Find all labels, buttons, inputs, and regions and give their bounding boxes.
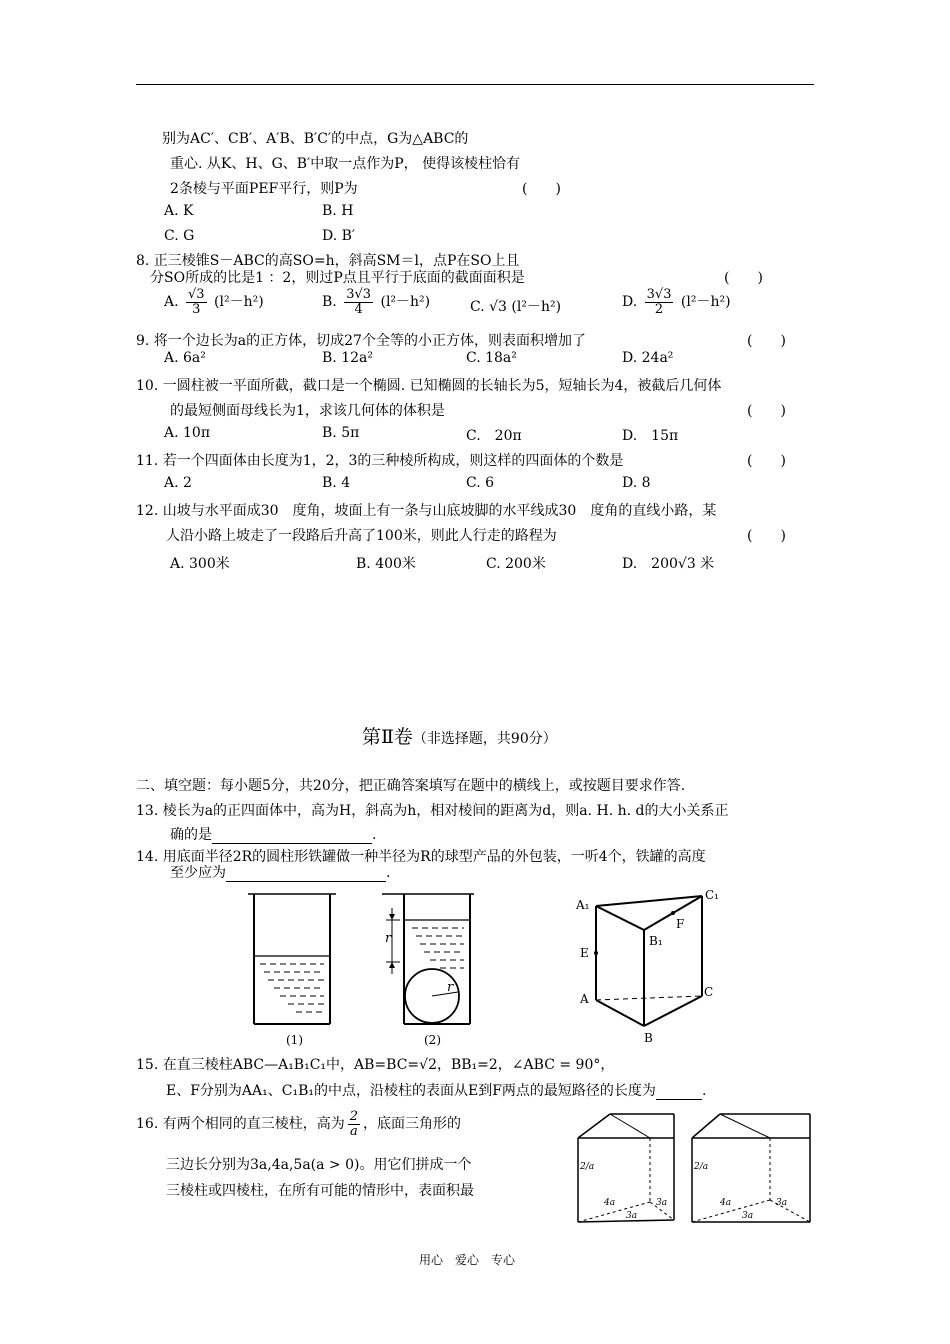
q8-option-a-fraction: $\frac{√3}{3}$ [188,287,205,317]
q11-option-c[interactable]: C. 6 [466,475,495,491]
q11-option-b[interactable]: B. 4 [322,475,351,491]
q8-option-c-label: C. [470,299,485,315]
q11-option-d[interactable]: D. 8 [622,475,651,491]
q10-option-b[interactable]: B. 5π [322,425,360,441]
q7-paren: ( ) [522,181,561,197]
q12-option-a[interactable]: A. 300米 [170,556,230,572]
part2-instructions: 二、填空题：每小题5分，共20分，把正确答案填写在题中的横线上，或按题目要求作答. [136,778,686,794]
q8-option-c-root: √3 [489,299,507,315]
q16-line3: 三棱柱或四棱柱，在所有可能的情形中，表面积最 [166,1183,474,1199]
q14-line2-text: 至少应为 [170,865,226,881]
prism-label-b1: B₁ [649,934,663,948]
can2-r-top-label: r [385,931,392,946]
q12-option-c[interactable]: C. 200米 [486,556,546,572]
q13-line1: 13. 棱长为a的正四面体中，高为H，斜高为h，相对棱间的距离为d，则a. H. h. d的大小关系正 [136,803,729,819]
can1-caption: (1) [286,1033,303,1047]
q8-option-a[interactable] [164,288,264,316]
q7-line2: 重心. 从K、H、G、B′中取一点作为P， 使得该棱柱恰有 [170,156,521,172]
can-figures [244,888,494,1050]
q14-line1: 14. 用底面半径2R的圆柱形铁罐做一种半径为R的球型产品的外包装，一听4个，铁罐的高度 [136,849,706,865]
q8-option-c-expr: (l²－h²) [511,299,562,315]
q9-option-a[interactable]: A. 6a² [164,350,206,366]
prism-label-f: F [676,917,685,931]
q12-line2: 人沿小路上坡走了一段路后升高了100米，则此人行走的路程为 [166,528,557,544]
q14-end: . [386,865,391,881]
q12-paren: ( ) [747,528,786,544]
q9-line1: 9. 将一个边长为a的正方体，切成27个全等的小正方体，则表面积增加了 [136,333,586,349]
q8-option-d-label: D. [622,294,638,311]
q15-answer-blank[interactable] [656,1085,702,1100]
q10-option-d[interactable]: D. 15π [622,428,679,444]
q14-line2 [170,862,390,882]
q16-line1-pre: 16. 有两个相同的直三棱柱，高为 [136,1116,345,1133]
q13-answer-blank[interactable] [212,829,372,844]
q9-option-b[interactable]: B. 12a² [322,350,373,366]
section-title [362,722,557,749]
q9-paren: ( ) [747,333,786,349]
right-prism-edge-3a-side: 3a [776,1198,788,1208]
q13-line2 [170,824,376,844]
q12-option-b[interactable]: B. 400米 [356,556,416,572]
q7-line3: 2条棱与平面PEF平行，则P为 [170,181,358,197]
prism-figure [576,886,716,1036]
prism-label-a1: A₁ [576,898,590,912]
q11-line1: 11. 若一个四面体由长度为1，2，3的三种棱所构成，则这样的四面体的个数是 [136,453,624,469]
can2-caption: (2) [424,1033,441,1047]
q10-paren: ( ) [747,403,786,419]
left-prism-edge-3a-side: 3a [656,1198,668,1208]
q10-line1: 10. 一圆柱被一平面所截，截口是一个椭圆. 已知椭圆的长轴长为5，短轴长为4，被截后几何体 [136,378,722,394]
q8-option-a-label: A. [164,294,179,311]
q14-answer-blank[interactable] [226,867,386,882]
q13-end: . [372,827,377,843]
q8-paren: ( ) [724,270,763,286]
q8-line2: 分SO所成的比是1 ：2，则过P点且平行于底面的截面面积是 [150,270,525,286]
right-prism-edge-4a: 4a [720,1198,732,1208]
q13-line2-text: 确的是 [170,827,212,843]
q7-line1: 别为AC′、CB′、A′B、B′C′的中点，G为△ABC的 [162,131,469,147]
q16-line1 [136,1110,461,1138]
left-prism-height: 2/a [580,1162,595,1172]
can2-r-ball-label: r [447,980,454,995]
page-footer: 用心 爱心 专心 [419,1253,516,1267]
q8-line1: 8. 正三棱锥S－ABC的高SO=h，斜高SM＝l，点P在SO上且 [136,253,520,269]
q10-line2: 的最短侧面母线长为1，求该几何体的体积是 [170,403,445,419]
section-title-main: 第Ⅱ卷 [362,726,413,748]
q7-option-c[interactable]: C. G [164,228,195,244]
q8-option-a-expr: (l²－h²) [214,294,264,311]
q9-option-c[interactable]: C. 18a² [466,350,517,366]
can-2 [382,894,474,1024]
q8-option-b[interactable] [322,288,430,316]
right-prism-height: 2/a [694,1162,709,1172]
q16-height-fraction: $\frac{2}{a}$ [349,1109,358,1139]
q9-option-d[interactable]: D. 24a² [622,350,674,366]
q8-option-d-fraction: $\frac{3√3}{2}$ [646,287,672,317]
q16-line1-post: ，底面三角形的 [363,1116,461,1133]
q12-line1: 12. 山坡与水平面成30 度角，坡面上有一条与山底坡脚的水平线成30 度角的直线小路，某 [136,503,717,519]
q8-option-b-label: B. [322,294,337,311]
q15-line1: 15. 在直三棱柱ABC—A₁B₁C₁中，AB=BC=√2，BB₁=2，∠ABC = 90°， [136,1057,615,1073]
q7-option-b[interactable]: B. H [322,203,354,219]
prism-label-b: B [644,1031,653,1045]
q8-option-b-expr: (l²－h²) [380,294,431,311]
q7-option-d[interactable]: D. B′ [322,228,356,244]
q8-option-d[interactable] [622,288,731,316]
q8-option-d-expr: (l²－h²) [680,294,731,311]
q8-option-b-fraction: $\frac{3√3}{4}$ [346,287,372,317]
q12-option-d[interactable]: D. 200√3 米 [622,556,715,572]
q15-end: . [701,1083,707,1099]
q11-paren: ( ) [747,453,786,469]
prism-label-c: C [704,985,714,999]
section-title-sub: （非选择题，共90分） [412,731,557,747]
right-prism-edge-3a-base: 3a [742,1211,754,1221]
q11-option-a[interactable]: A. 2 [164,475,192,491]
q15-line2 [166,1080,706,1100]
prism-right [692,1114,810,1222]
q16-line2: 三边长分别为3a,4a,5a(a > 0)。用它们拼成一个 [166,1157,472,1173]
prism-label-e: E [580,946,589,960]
header-rule [136,84,814,85]
prism-label-c1: C₁ [705,888,719,902]
q10-option-c[interactable]: C. 20π [466,428,522,444]
q15-line2-text: E、F分别为AA₁、C₁B₁的中点，沿棱柱的表面从E到F两点的最短路径的长度为 [166,1083,656,1099]
q10-option-a[interactable]: A. 10π [164,425,211,441]
can-1 [248,894,336,1024]
left-prism-edge-3a-base: 3a [626,1211,638,1221]
left-prism-edge-4a: 4a [604,1198,616,1208]
q7-option-a[interactable]: A. K [164,203,194,219]
prism-label-a: A [580,992,589,1006]
q8-option-c[interactable] [470,296,561,316]
